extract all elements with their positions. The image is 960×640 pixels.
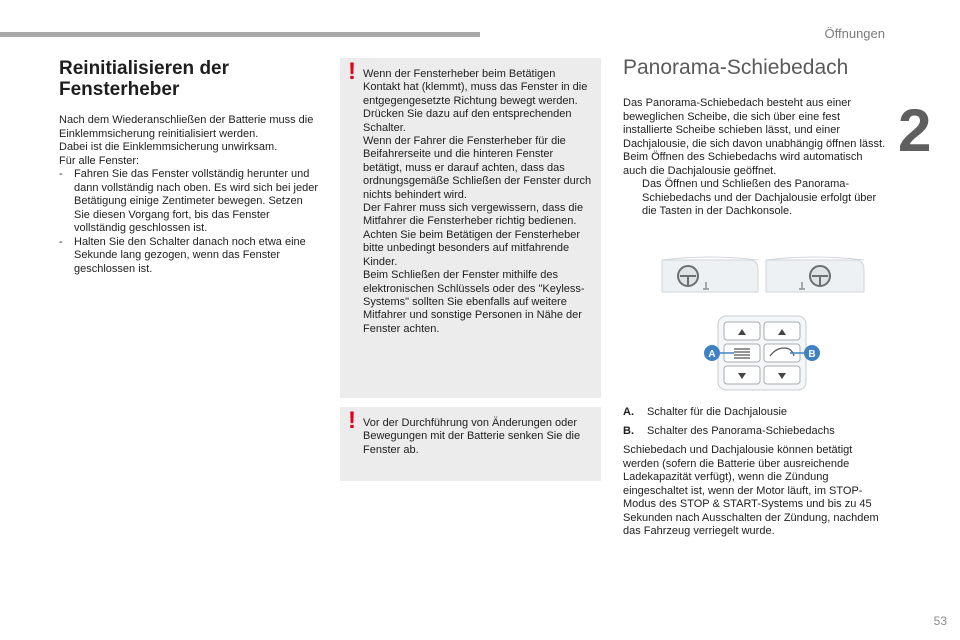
list-marker: - xyxy=(59,168,63,180)
header-rule xyxy=(0,32,480,37)
legend-item xyxy=(623,406,888,420)
chapter-title: Öffnungen xyxy=(824,26,885,41)
warning-line: Der Fahrer muss sich vergewissern, dass die Mitfahrer die Fensterheber richtig bedienen. xyxy=(363,202,584,228)
legend-key: B. xyxy=(623,424,634,437)
legend-item xyxy=(623,425,888,439)
warning-icon: ! xyxy=(348,407,356,434)
warning-text: Vor der Durchführung von Änderungen oder Bewegungen mit der Batterie senken Sie die Fenster ab. xyxy=(363,417,581,456)
section-title: Panorama-Schiebedach xyxy=(623,56,849,79)
callout-label-b: B xyxy=(808,349,816,360)
bullet-icon xyxy=(623,178,642,219)
paragraph: Dabei ist die Einklemmsicherung unwirksam. xyxy=(59,141,278,153)
warning-line: Wenn der Fensterheber beim Betätigen Kontakt hat (klemmt), muss das Fenster in die entgegengesetzte Richtung bewegt werden. Drücken Sie dazu auf den entsprechenden Schalter. xyxy=(363,68,588,134)
list-item xyxy=(59,236,321,277)
section-title: Reinitialisieren der Fensterheber xyxy=(59,58,230,100)
roof-console-figure xyxy=(658,252,868,392)
list-item-text: Fahren Sie das Fenster vollständig herunter und dann vollständig nach oben. Es wird sich bei jeder Betätigung einige Zentimeter bewegen. Setzen Sie diesen Vorgang fort, bis das Fenster vollständig geschlossen ist. xyxy=(74,168,318,234)
page-number: 53 xyxy=(933,614,947,628)
warning-icon: ! xyxy=(348,58,356,85)
warning-text xyxy=(363,68,595,336)
chapter-number: 2 xyxy=(898,97,932,164)
warning-box xyxy=(340,58,601,398)
legend-text: Schalter des Panorama-Schiebedachs xyxy=(647,424,835,437)
warning-line: Wenn der Fahrer die Fensterheber für die Beifahrerseite und die hinteren Fenster betätigt, muss er darauf achten, dass das ordnungsgemäße Schließen der Fenster durch nichts behindert wird. xyxy=(363,135,592,201)
paragraph: Für alle Fenster: xyxy=(59,154,140,167)
bullet-text: Das Öffnen und Schließen des Panorama-Schiebedachs und der Dachjalousie erfolgt über die Tasten in der Dachkonsole. xyxy=(642,178,877,217)
paragraph: Nach dem Wiederanschließen der Batterie muss die Einklemmsicherung reinitialisiert werden. xyxy=(59,114,314,140)
console-view-right xyxy=(766,257,864,292)
list-marker: - xyxy=(59,235,63,248)
console-view-left xyxy=(662,257,758,292)
figure-legend xyxy=(623,406,888,443)
callout-label-a: A xyxy=(708,349,716,360)
bullet-item xyxy=(623,178,888,219)
paragraph: Schiebedach und Dachjalousie können betätigt werden (sofern die Batterie über ausreichende Ladekapazität verfügt), wenn die Zündung eingeschaltet ist, wenn der Motor läuft, im STOP-Modus des STOP & START-Systems und bis zu 45 Sekunden nach Ausschalten der Zündung, nachdem das Fahrzeug verriegelt wurde. xyxy=(623,444,879,537)
warning-line: Achten Sie beim Betätigen der Fensterheber bitte unbedingt besonders auf mitfahrende Kinder. xyxy=(363,228,581,268)
warning-line: Beim Schließen der Fenster mithilfe des elektronischen Schlüssels oder des "Keyless-Systems" sollten Sie ebenfalls auf weitere Mitfahrer und sonstige Personen in Nähe der Fenster achten. xyxy=(363,269,585,335)
section-reinitialize xyxy=(59,58,321,276)
list-item-text: Halten Sie den Schalter danach noch etwa eine Sekunde lang gezogen, wenn das Fenster geschlossen ist. xyxy=(74,235,306,275)
list-item xyxy=(59,168,321,236)
legend-key: A. xyxy=(623,406,634,418)
section-panorama xyxy=(623,56,888,219)
legend-text: Schalter für die Dachjalousie xyxy=(647,406,788,418)
paragraph: Das Panorama-Schiebedach besteht aus einer beweglichen Scheibe, die sich über eine fest installierte Scheibe schieben lässt, und einer Dachjalousie, die sich davon unabhängig öffnen lässt. Beim Öffnen des Schiebedachs wird automatisch auch die Dachjalousie geöffnet. xyxy=(623,97,886,177)
warning-box xyxy=(340,407,601,481)
